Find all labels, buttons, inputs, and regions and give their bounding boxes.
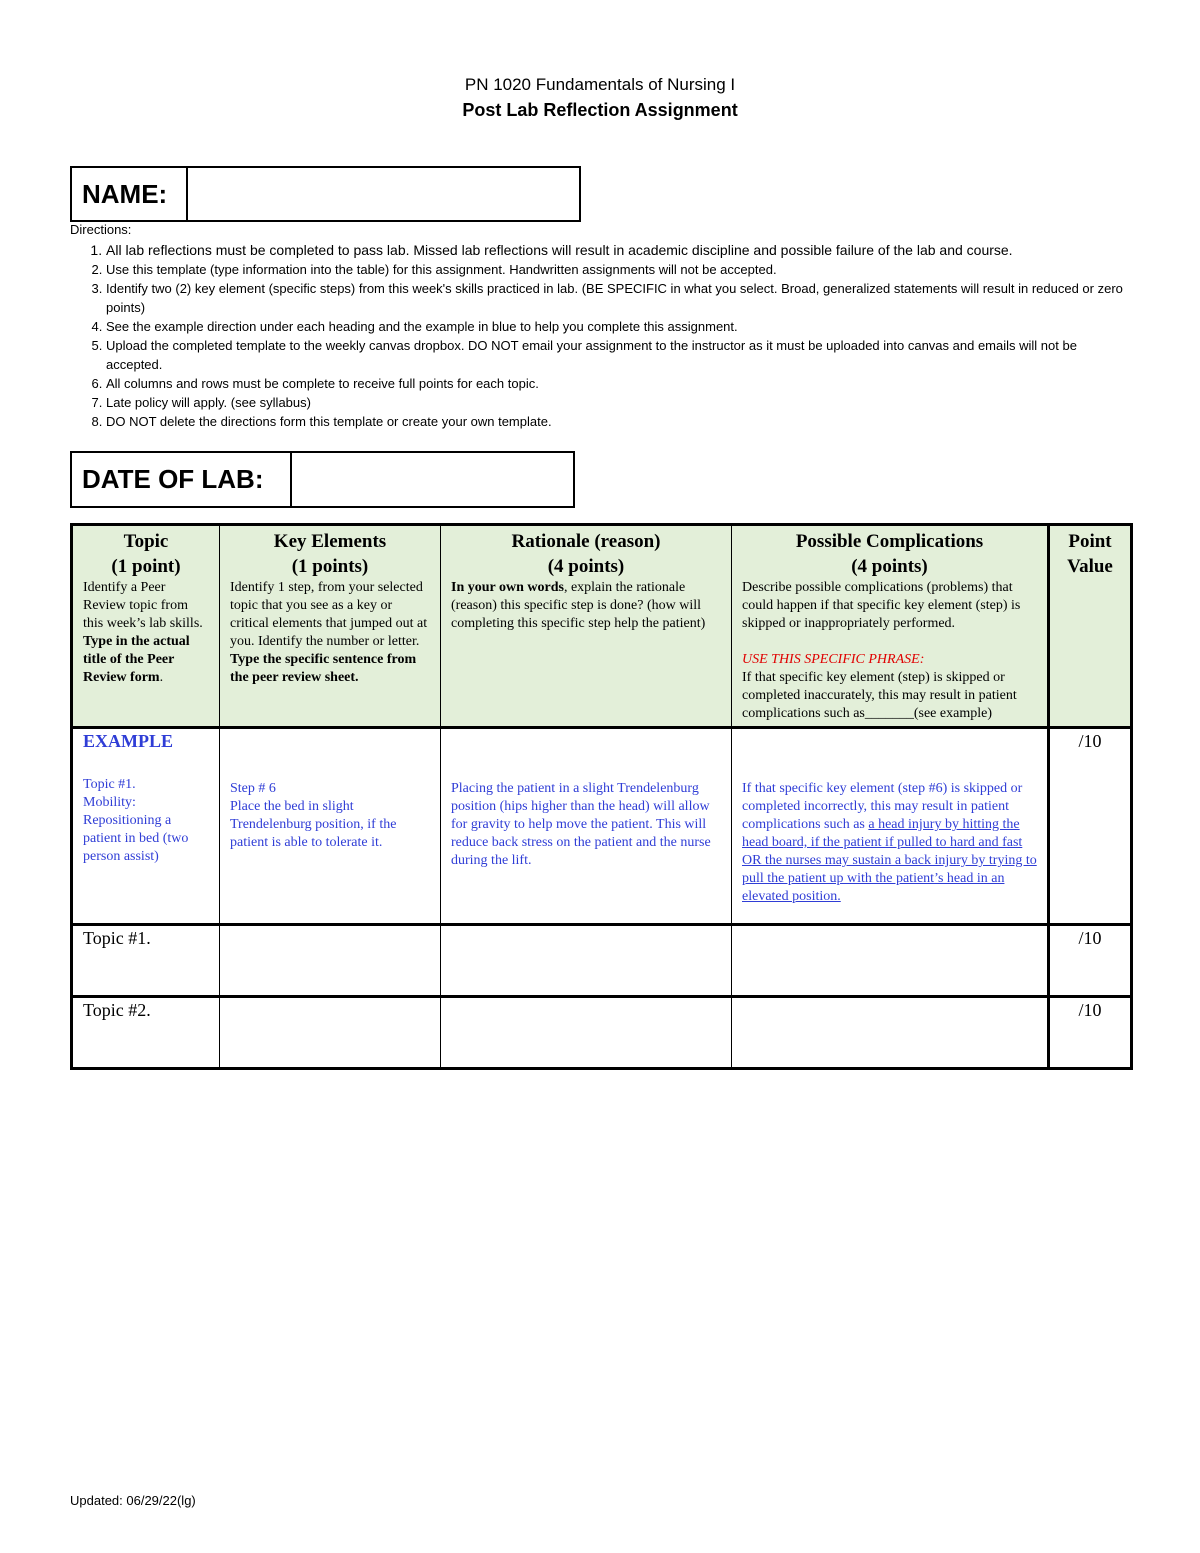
header-rationale: Rationale (reason) (4 points) In your own words, explain the rationale (reason) this specific step is done? (how will completing this specific step help the patient): [441, 525, 732, 728]
table-row-topic-1: [72, 925, 1132, 997]
example-rationale-cell: Placing the patient in a slight Trendelenburg position (hips higher than the head) will allow for gravity to help move the patient. This will reduce back stress on the patient and the nurse during the lift.: [441, 728, 732, 925]
header-point-value: Point Value: [1049, 525, 1132, 728]
table-row-topic-2: [72, 997, 1132, 1069]
header-topic-desc: Identify a Peer Review topic from this week’s lab skills. Type in the actual title of the Peer Review form.: [83, 580, 203, 685]
topic-1-complications-cell[interactable]: [732, 925, 1049, 997]
phrase-text: If that specific key element (step) is skipped or completed inaccurately, this may result in patient complications such as_______(see example): [742, 670, 1017, 721]
direction-item: 3. Identify two (2) key element (specific steps) from this week's skills practiced in lab. (BE SPECIFIC in what you select. Broad, generalized statements will result in reduced or zero points): [106, 279, 1130, 317]
topic-2-complications-cell[interactable]: [732, 997, 1049, 1069]
example-topic-cell: EXAMPLE Topic #1. Mobility: Repositioning a patient in bed (two person assist): [72, 728, 220, 925]
table-row-example: [72, 728, 1132, 925]
name-field[interactable]: [188, 168, 579, 220]
topic-1-key-cell[interactable]: [220, 925, 441, 997]
direction-item: 7. Late policy will apply. (see syllabus): [106, 393, 1130, 412]
header-topic: Topic (1 point) Identify a Peer Review topic from this week’s lab skills. Type in the actual title of the Peer Review form.: [72, 525, 220, 728]
header-complications: Possible Complications (4 points) Describe possible complications (problems) that could happen if that specific key element (step) is skipped or inappropriately performed. USE THIS SPECIFIC PHRASE: If that specific key element (step) is skipped or completed inaccurately, this may result in patient complications such as_______(see example): [732, 525, 1049, 728]
name-label: NAME:: [72, 168, 188, 220]
topic-2-cell[interactable]: Topic #2.: [72, 997, 220, 1069]
topic-1-cell[interactable]: Topic #1.: [72, 925, 220, 997]
date-box: [70, 451, 575, 508]
updated-footer: Updated: 06/29/22(lg): [70, 1493, 196, 1508]
direction-item: 2. Use this template (type information into the table) for this assignment. Handwritten assignments will not be accepted.: [106, 260, 1130, 279]
topic-2-rationale-cell[interactable]: [441, 997, 732, 1069]
header-key-elements: Key Elements (1 points) Identify 1 step, from your selected topic that you see as a key or critical elements that jumped out at you. Identify the number or letter. Type the specific sentence from the peer review sheet.: [220, 525, 441, 728]
example-points-cell: /10: [1049, 728, 1132, 925]
reflection-table: [70, 523, 1133, 1070]
topic-2-key-cell[interactable]: [220, 997, 441, 1069]
example-key-cell: Step # 6 Place the bed in slight Trendelenburg position, if the patient is able to tolerate it.: [220, 728, 441, 925]
direction-item: 6. All columns and rows must be complete to receive full points for each topic.: [106, 374, 1130, 393]
direction-item: 8. DO NOT delete the directions form this template or create your own template.: [106, 412, 1130, 431]
direction-item: 1. All lab reflections must be completed to pass lab. Missed lab reflections will result in academic discipline and possible failure of the lab and course.: [106, 241, 1130, 260]
directions-list: [70, 241, 1130, 431]
phrase-label: USE THIS SPECIFIC PHRASE:: [742, 652, 925, 667]
direction-item: 4. See the example direction under each heading and the example in blue to help you complete this assignment.: [106, 317, 1130, 336]
course-title: PN 1020 Fundamentals of Nursing I: [464, 75, 736, 94]
table-header-row: [72, 525, 1132, 728]
topic-1-rationale-cell[interactable]: [441, 925, 732, 997]
date-label: DATE OF LAB:: [72, 453, 292, 506]
topic-1-points-cell: /10: [1049, 925, 1132, 997]
direction-item: 5. Upload the completed template to the weekly canvas dropbox. DO NOT email your assignment to the instructor as it must be uploaded into canvas and emails will not be accepted.: [106, 336, 1130, 374]
header-complications-desc: Describe possible complications (problems) that could happen if that specific key element (step) is skipped or inappropriately performed.: [742, 580, 1021, 631]
header-key-desc: Identify 1 step, from your selected topic that you see as a key or critical elements that jumped out at you. Identify the number or letter. Type the specific sentence from the peer review sheet.: [230, 580, 428, 685]
name-box: [70, 166, 581, 222]
directions-label: Directions:: [70, 222, 132, 237]
assignment-title: Post Lab Reflection Assignment: [462, 100, 738, 120]
example-complications-cell: If that specific key element (step #6) is skipped or completed incorrectly, this may result in patient complications such as a head injury by hitting the head board, if the patient if pulled to hard and fast OR the nurses may sustain a back injury by trying to pull the patient up with the patient’s head in an elevated position.: [732, 728, 1049, 925]
date-field[interactable]: [292, 453, 573, 506]
header-rationale-desc: In your own words, explain the rationale (reason) this specific step is done? (how will completing this specific step help the patient): [451, 580, 706, 631]
topic-2-points-cell: /10: [1049, 997, 1132, 1069]
